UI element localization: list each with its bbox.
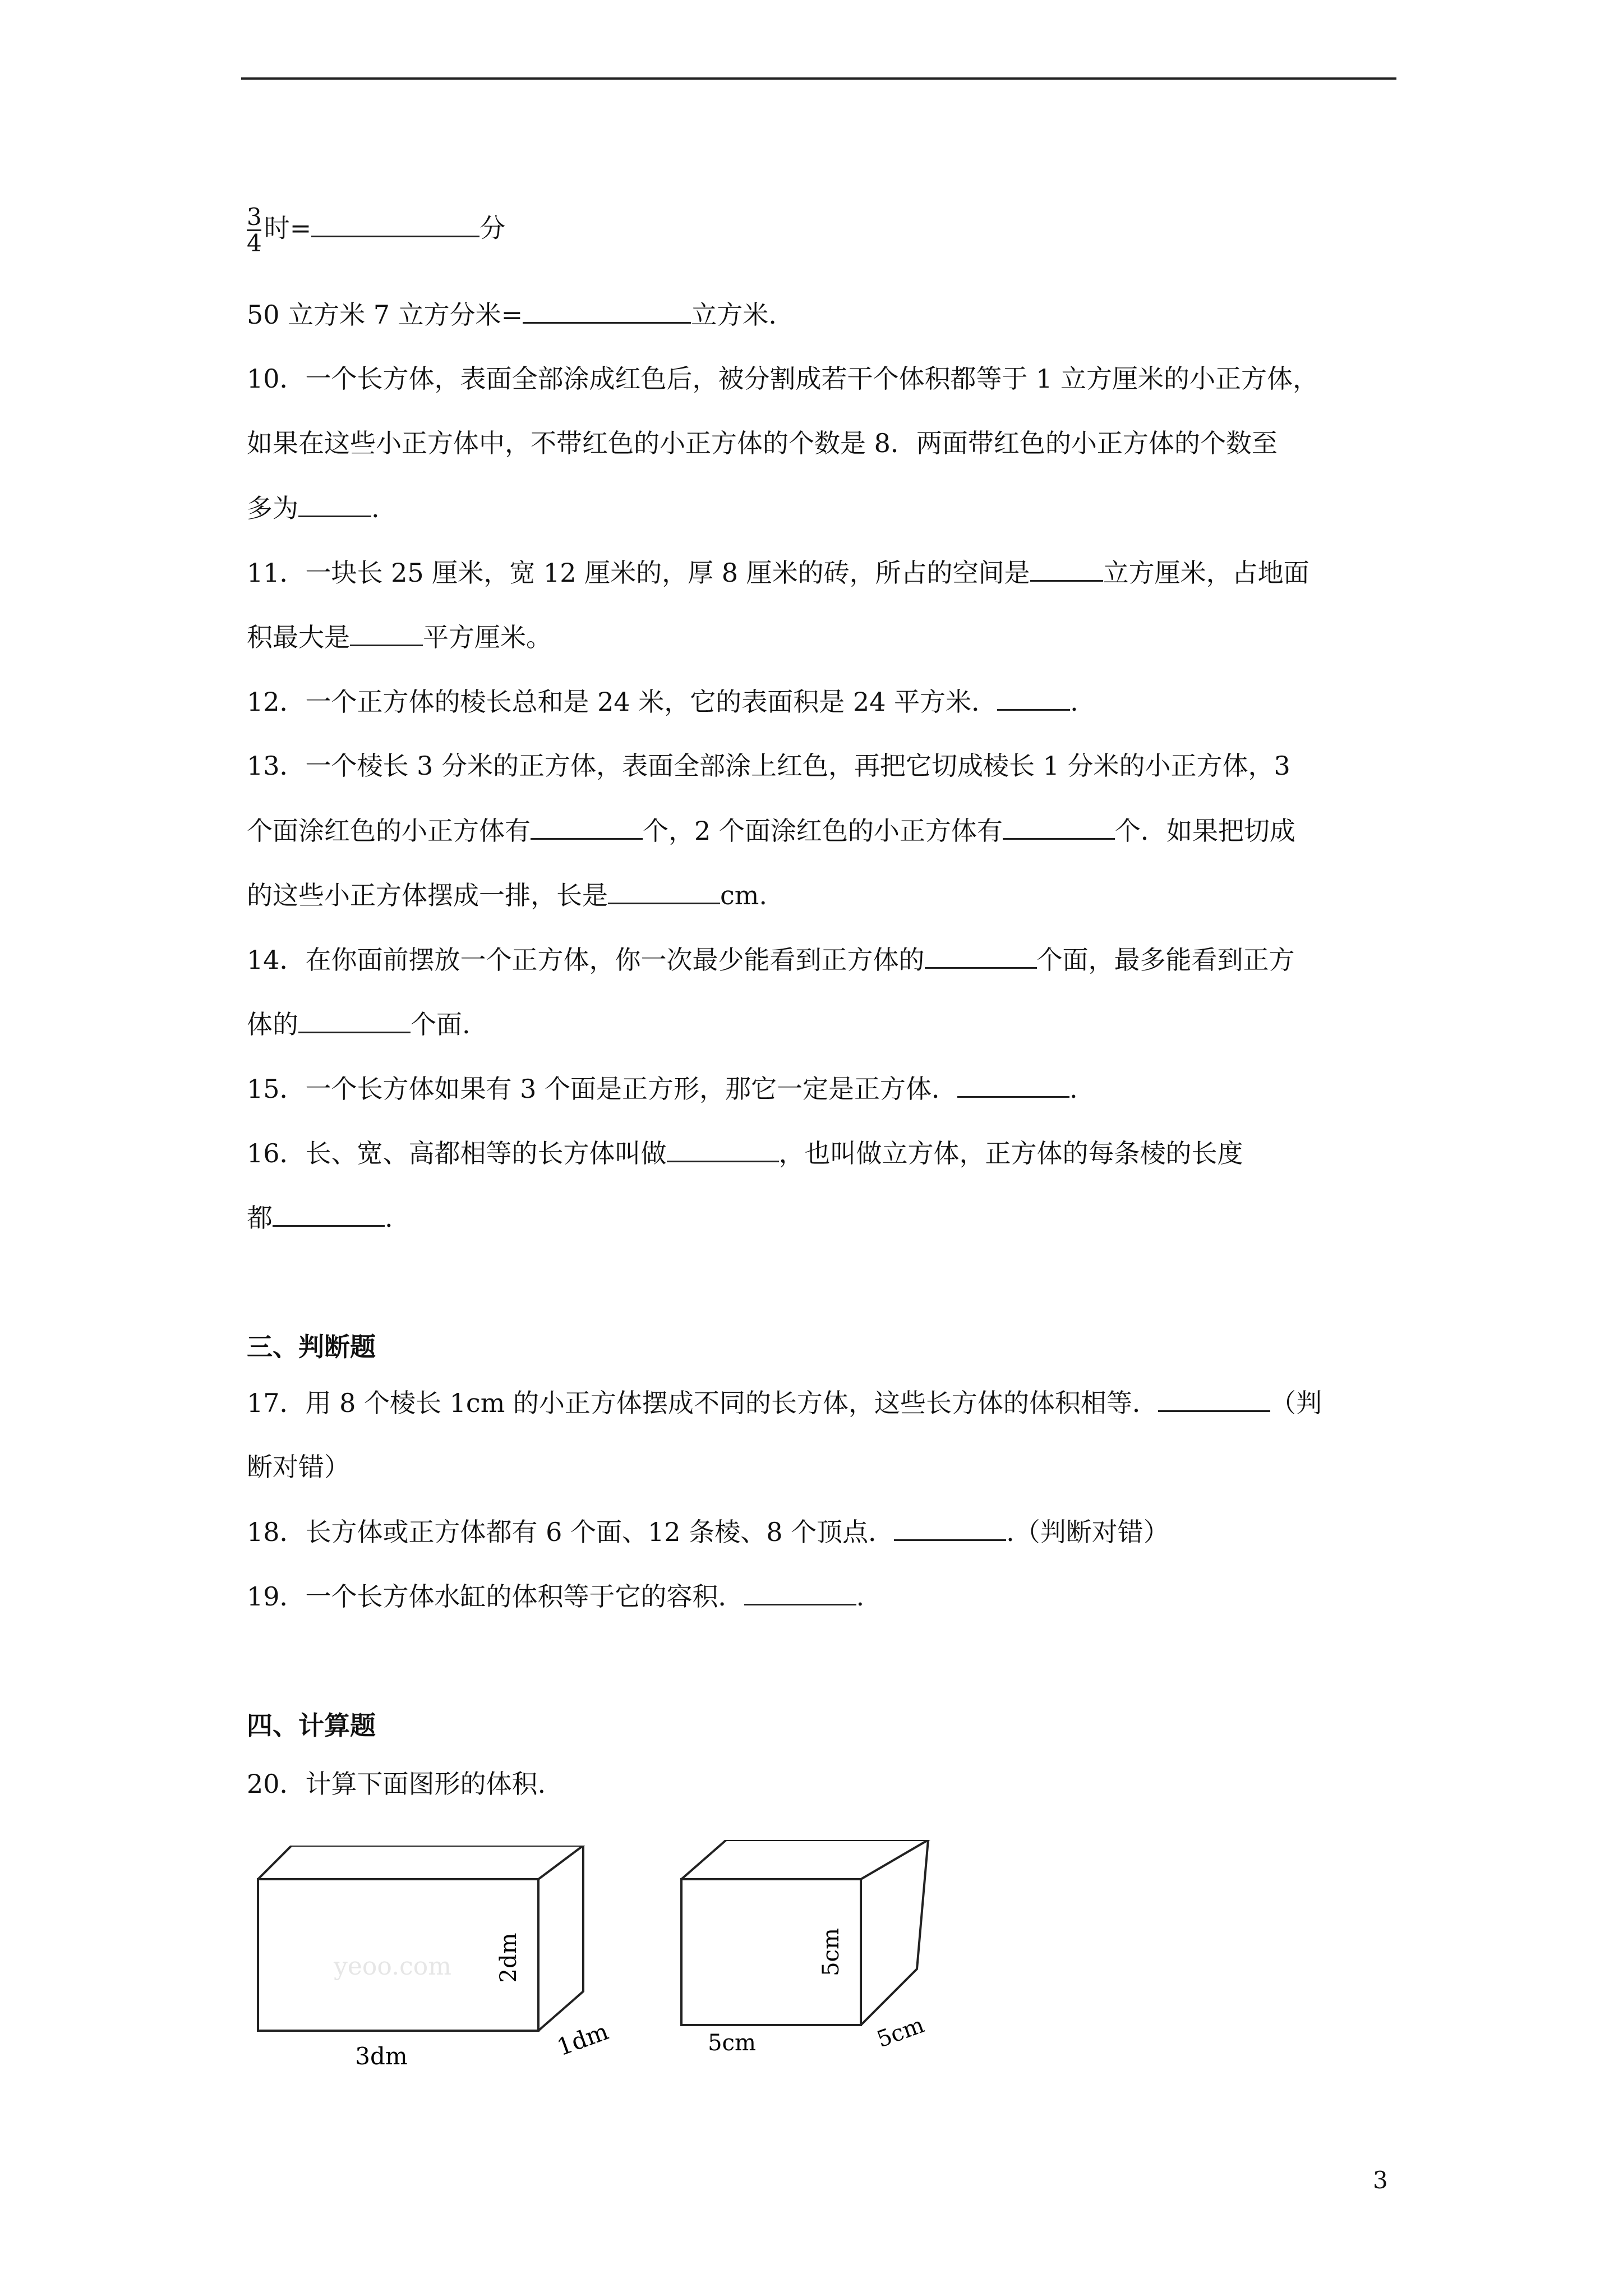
question-13-line-3 [247, 878, 767, 912]
question-16-line-2 [247, 1200, 393, 1235]
question-12 [247, 684, 1078, 719]
answer-blank[interactable] [744, 1579, 856, 1605]
question-11-line-2 [247, 620, 552, 654]
question-16-line-1 [247, 1136, 1243, 1170]
text: 立方米. [691, 300, 777, 330]
text: 个面，最多能看到正方 [1036, 945, 1295, 975]
text: 多为 [247, 493, 298, 523]
answer-blank[interactable] [273, 1200, 385, 1227]
answer-blank[interactable] [608, 878, 720, 904]
fraction-denominator: 4 [247, 229, 262, 257]
text: 20．计算下面图形的体积. [247, 1769, 546, 1799]
text: . [856, 1581, 865, 1612]
text: 14．在你面前摆放一个正方体，你一次最少能看到正方体的 [247, 945, 925, 975]
text: 个．如果把切成 [1114, 816, 1295, 846]
text: 断对错） [247, 1452, 350, 1482]
text: 10．一个长方体，表面全部涂成红色后，被分割成若干个体积都等于 1 立方厘米的小正方体， [247, 364, 1319, 394]
cube-top-face [681, 1840, 928, 1879]
text: 积最大是 [247, 622, 350, 652]
line-fraction-hours [247, 205, 505, 256]
text: 50 立方米 7 立方分米= [247, 300, 523, 330]
question-17-line-1 [247, 1386, 1322, 1420]
answer-blank[interactable] [925, 942, 1037, 969]
text: 17．用 8 个棱长 1cm 的小正方体摆成不同的长方体，这些长方体的体积相等． [247, 1388, 1158, 1418]
cuboid-width-label: 1dm [553, 2017, 612, 2062]
question-10-line-2 [247, 426, 1278, 460]
text: 18．长方体或正方体都有 6 个面、12 条棱、8 个顶点． [247, 1517, 895, 1547]
answer-blank[interactable] [997, 684, 1070, 711]
text: 平方厘米。 [423, 622, 552, 652]
line-volume-convert [247, 297, 777, 332]
fraction-numerator: 3 [247, 203, 262, 231]
fraction [247, 205, 262, 256]
text: ，也叫做立方体，正方体的每条棱的长度 [778, 1138, 1243, 1168]
answer-blank[interactable] [667, 1136, 779, 1162]
cuboid-length-label: 3dm [355, 2042, 408, 2070]
question-13-line-1 [247, 749, 1290, 783]
question-17-line-2 [247, 1450, 350, 1484]
question-14-line-2 [247, 1007, 471, 1041]
cube-width-label: 5cm [873, 2012, 928, 2053]
answer-blank[interactable] [298, 1007, 411, 1033]
text: （判 [1270, 1388, 1322, 1418]
cube-length-label: 5cm [708, 2030, 756, 2056]
cuboid-figure [247, 1846, 651, 2076]
answer-blank[interactable] [523, 297, 691, 324]
text: 体的 [247, 1009, 298, 1039]
answer-blank[interactable] [531, 813, 643, 840]
text: 13．一个棱长 3 分米的正方体，表面全部涂上红色，再把它切成棱长 1 分米的小正方体，3 [247, 751, 1290, 781]
answer-blank[interactable] [350, 620, 423, 646]
answer-blank[interactable] [1003, 813, 1115, 840]
question-14-line-1 [247, 942, 1295, 977]
answer-blank[interactable] [1158, 1386, 1270, 1412]
question-13-line-2 [247, 813, 1295, 848]
text: 立方厘米，占地面 [1103, 558, 1310, 588]
section-heading-judgment: 三、判断题 [247, 1332, 376, 1362]
text: 15．一个长方体如果有 3 个面是正方形，那它一定是正方体． [247, 1074, 958, 1104]
question-10-line-1 [247, 362, 1318, 395]
text: 时= [264, 213, 312, 243]
text: 16．长、宽、高都相等的长方体叫做 [247, 1138, 667, 1168]
question-15 [247, 1071, 1078, 1106]
text: 个面. [411, 1009, 471, 1039]
text: 19．一个长方体水缸的体积等于它的容积． [247, 1581, 744, 1612]
text: 11．一块长 25 厘米，宽 12 厘米的，厚 8 厘米的砖，所占的空间是 [247, 558, 1030, 588]
text: . [371, 493, 380, 523]
section-heading-calculation: 四、计算题 [247, 1710, 376, 1741]
question-20 [247, 1767, 546, 1801]
cuboid-height-label: 2dm [496, 1932, 522, 1983]
text: . [1070, 687, 1078, 717]
watermark: yeoo.com [334, 1952, 451, 1981]
text: 的这些小正方体摆成一排，长是 [247, 880, 608, 910]
text: 分 [479, 213, 506, 243]
text: 都 [247, 1203, 273, 1233]
question-10-line-3 [247, 491, 380, 525]
text: 个，2 个面涂红色的小正方体有 [643, 816, 1003, 846]
text: 12．一个正方体的棱长总和是 24 米，它的表面积是 24 平方米． [247, 687, 998, 717]
cube-figure [670, 1840, 956, 2064]
answer-blank[interactable] [1030, 555, 1103, 582]
cuboid-top-face [258, 1846, 583, 1879]
question-11-line-1 [247, 555, 1310, 590]
header-rule [241, 77, 1396, 80]
question-19 [247, 1579, 864, 1613]
text: 个面涂红色的小正方体有 [247, 816, 531, 846]
answer-blank[interactable] [298, 491, 371, 517]
text: .（判断对错） [1006, 1517, 1169, 1547]
text: . [385, 1203, 393, 1233]
answer-blank[interactable] [957, 1071, 1069, 1098]
page-number: 3 [1373, 2166, 1388, 2194]
answer-blank[interactable] [894, 1515, 1006, 1541]
text: cm. [720, 880, 768, 910]
answer-blank[interactable] [311, 211, 479, 237]
text: . [1069, 1074, 1078, 1104]
cube-side-edge [861, 1840, 928, 2025]
text: 如果在这些小正方体中，不带红色的小正方体的个数是 8．两面带红色的小正方体的个数至 [247, 428, 1278, 458]
cube-height-label: 5cm [818, 1928, 844, 1976]
question-18 [247, 1515, 1169, 1549]
